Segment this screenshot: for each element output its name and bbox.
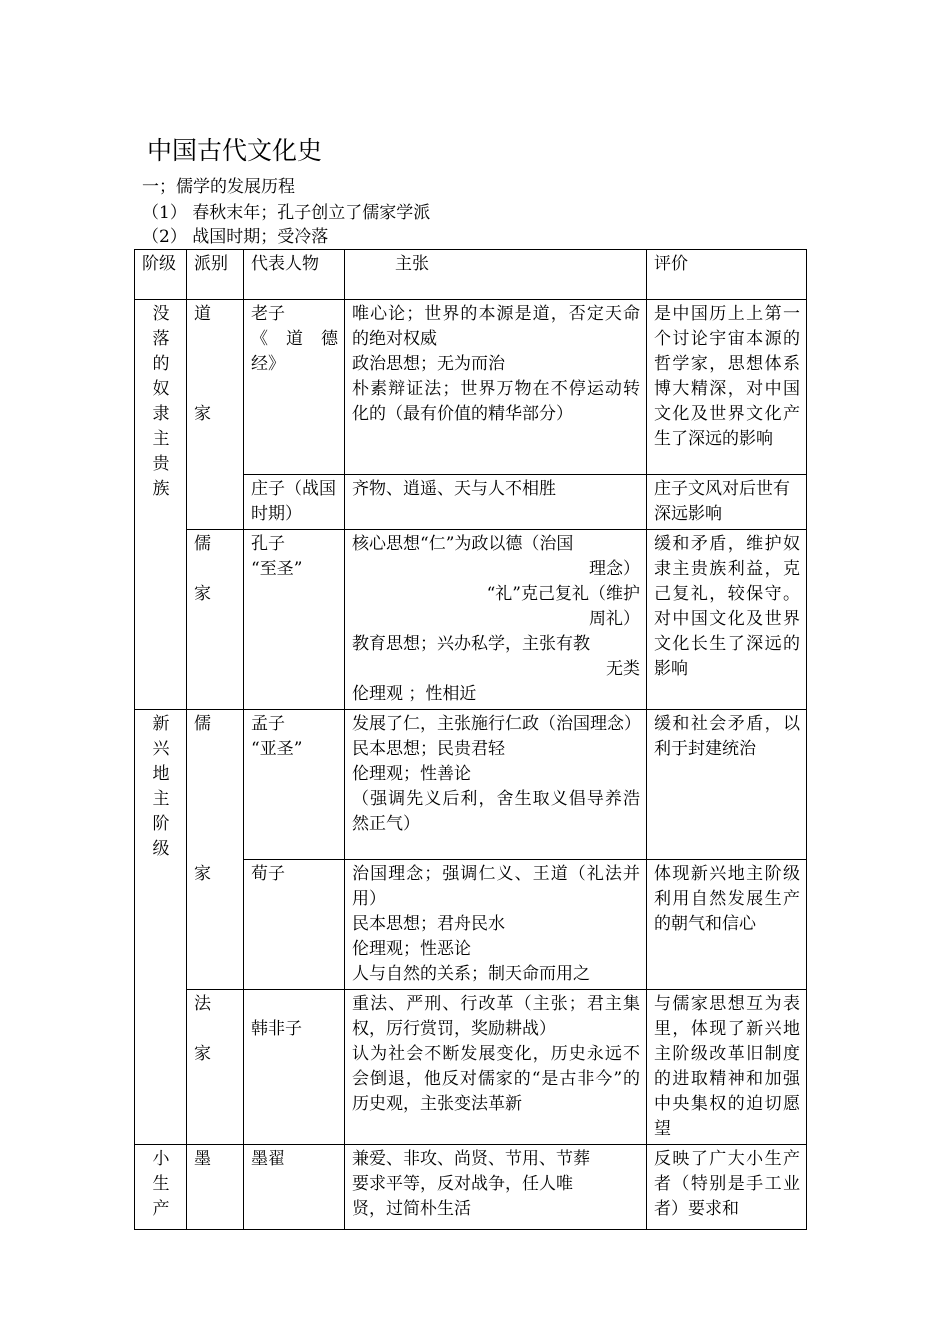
table-row bbox=[135, 530, 807, 710]
class-cell-small-producer: 小 生 产 bbox=[135, 1145, 187, 1230]
claim-cell-laozi: 唯心论；世界的本源是道，否定天命的绝对权威 政治思想；无为而治 朴素辩证法；世界万物在不停运动转化的（最有价值的精华部分） bbox=[345, 300, 647, 475]
claim-cell-modi: 兼爱、非攻、尚贤、节用、节葬 要求平等，反对战争，任人唯 贤，过简朴生活 bbox=[345, 1145, 647, 1230]
table-row bbox=[135, 300, 807, 475]
header-school: 派别 bbox=[187, 250, 244, 300]
table-row bbox=[135, 990, 807, 1145]
claim-cell-kongzi: 核心思想“仁”为政以德（治国 理念） “礼”克己复礼（维护 周礼） 教育思想；兴办私学，主张有教 无类 伦理观 ；性相近 bbox=[345, 530, 647, 710]
person-cell-hanfeizi: 韩非子 bbox=[244, 990, 345, 1145]
eval-cell-modi: 反映了广大小生产者（特别是手工业者）要求和 bbox=[647, 1145, 807, 1230]
eval-cell-xunzi: 体现新兴地主阶级利用自然发展生产的朝气和信心 bbox=[647, 860, 807, 990]
claim-cell-xunzi: 治国理念；强调仁义、王道（礼法并用） 民本思想；君舟民水 伦理观；性恶论 人与自然的关系；制天命而用之 bbox=[345, 860, 647, 990]
school-cell-rujia-2: 儒 家 bbox=[187, 710, 244, 990]
person-cell-xunzi: 荀子 bbox=[244, 860, 345, 990]
school-cell-rujia-1: 儒 家 bbox=[187, 530, 244, 710]
eval-cell-hanfeizi: 与儒家思想互为表里，体现了新兴地主阶级改革旧制度的进取精神和加强中央集权的迫切愿望 bbox=[647, 990, 807, 1145]
table-header-row bbox=[135, 250, 807, 300]
person-cell-modi: 墨翟 bbox=[244, 1145, 345, 1230]
claim-cell-zhuangzi: 齐物、逍遥、天与人不相胜 bbox=[345, 475, 647, 530]
page-title: 中国古代文化史 bbox=[147, 136, 323, 165]
person-cell-zhuangzi: 庄子（战国时期） bbox=[244, 475, 345, 530]
school-cell-daojia: 道 家 bbox=[187, 300, 244, 530]
philosophy-table bbox=[134, 249, 807, 1230]
person-cell-mengzi: 孟子 “亚圣” bbox=[244, 710, 345, 860]
school-cell-fajia: 法 家 bbox=[187, 990, 244, 1145]
person-cell-kongzi: 孔子 “至圣” bbox=[244, 530, 345, 710]
table-row bbox=[135, 710, 807, 860]
claim-cell-hanfeizi: 重法、严刑、行改革（主张；君主集权，厉行赏罚，奖励耕战） 认为社会不断发展变化，历史永远不会倒退，他反对儒家的“是古非今”的历史观，主张变法革新 bbox=[345, 990, 647, 1145]
eval-cell-mengzi: 缓和社会矛盾，以利于封建统治 bbox=[647, 710, 807, 860]
class-cell-new-landlord: 新 兴 地 主 阶 级 bbox=[135, 710, 187, 1145]
person-cell-laozi: 老子 《 道 德 经》 bbox=[244, 300, 345, 475]
eval-cell-laozi: 是中国历上上第一个讨论宇宙本源的哲学家，思想体系博大精深，对中国文化及世界文化产生了深远的影响 bbox=[647, 300, 807, 475]
claim-cell-mengzi: 发展了仁，主张施行仁政（治国理念） 民本思想；民贵君轻 伦理观；性善论 （强调先义后利，舍生取义倡导养浩然正气） bbox=[345, 710, 647, 860]
eval-cell-kongzi: 缓和矛盾，维护奴隶主贵族利益，克己复礼，较保守。对中国文化及世界文化长生了深远的影响 bbox=[647, 530, 807, 710]
school-cell-mojia: 墨 bbox=[187, 1145, 244, 1230]
list-item: （1） 春秋末年；孔子创立了儒家学派 bbox=[142, 203, 431, 223]
list-item: （2） 战国时期；受冷落 bbox=[142, 227, 329, 247]
section-heading: 一；儒学的发展历程 bbox=[142, 177, 295, 197]
eval-cell-zhuangzi: 庄子文风对后世有深远影响 bbox=[647, 475, 807, 530]
header-claim: 主张 bbox=[345, 250, 647, 300]
header-eval: 评价 bbox=[647, 250, 807, 300]
header-person: 代表人物 bbox=[244, 250, 345, 300]
class-cell-slave-aristocracy: 没 落 的 奴 隶 主 贵 族 bbox=[135, 300, 187, 710]
header-class: 阶级 bbox=[135, 250, 187, 300]
table-row bbox=[135, 1145, 807, 1230]
